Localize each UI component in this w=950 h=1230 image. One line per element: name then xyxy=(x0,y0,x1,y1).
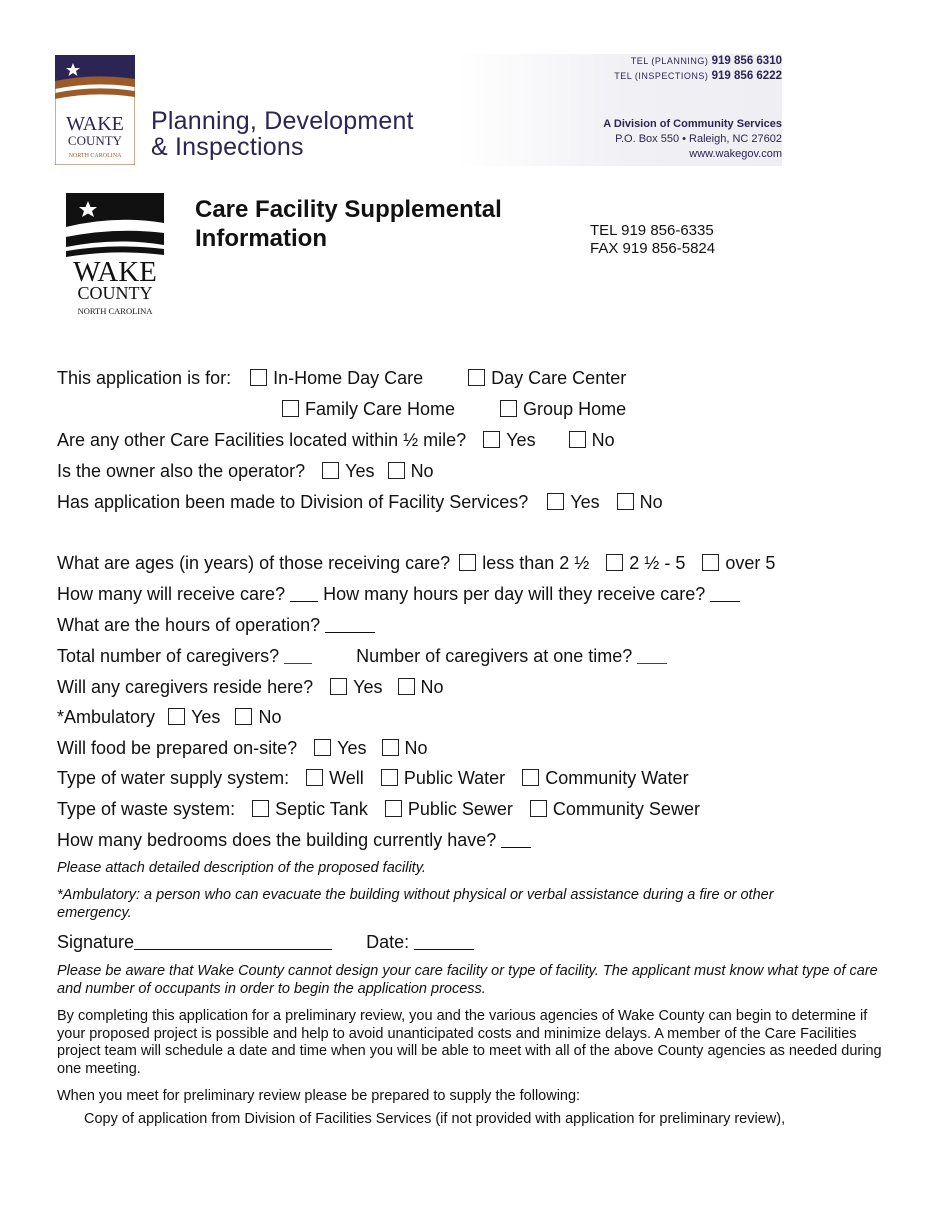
age-over-5-checkbox[interactable] xyxy=(702,554,719,571)
day-care-center-label: Day Care Center xyxy=(491,368,627,388)
department-line-2: & Inspections xyxy=(151,133,304,161)
no-label: No xyxy=(258,707,282,727)
tel-inspections-label: TEL (INSPECTIONS) xyxy=(614,71,709,81)
application-for-row xyxy=(57,367,626,389)
water-community-checkbox[interactable] xyxy=(522,769,539,786)
owner-operator-label: Is the owner also the operator? xyxy=(57,461,306,481)
food-yes-checkbox[interactable] xyxy=(314,739,331,756)
division-application-yes-checkbox[interactable] xyxy=(547,493,564,510)
department-name xyxy=(151,108,414,160)
signature-line[interactable] xyxy=(134,933,332,950)
reside-label: Will any caregivers reside here? xyxy=(57,677,314,697)
no-label: No xyxy=(639,492,663,512)
waste-public-sewer-label: Public Sewer xyxy=(407,799,513,819)
ambulatory-row xyxy=(57,706,281,728)
contact-numbers xyxy=(590,222,715,258)
age-2-half-to-5-checkbox[interactable] xyxy=(606,554,623,571)
tel-planning-number: 919 856 6310 xyxy=(711,55,782,67)
how-many-blank[interactable] xyxy=(290,585,318,602)
bedrooms-row xyxy=(57,829,531,851)
ages-row xyxy=(57,552,775,574)
reside-no-checkbox[interactable] xyxy=(398,678,415,695)
waste-label: Type of waste system: xyxy=(57,799,236,819)
ages-label: What are ages (in years) of those receiving care? xyxy=(57,553,451,573)
ambulatory-definition: *Ambulatory: a person who can evacuate the building without physical or verbal assistance during a fire or other emergency. xyxy=(57,887,774,921)
food-row xyxy=(57,737,428,759)
prepare-paragraph: When you meet for preliminary review please be prepared to supply the following: xyxy=(57,1088,581,1104)
water-public-label: Public Water xyxy=(403,768,506,788)
fax-number: FAX 919 856-5824 xyxy=(590,240,716,257)
in-home-day-care-checkbox[interactable] xyxy=(250,369,267,386)
hours-operation-row xyxy=(57,614,375,636)
tel-number: TEL 919 856-6335 xyxy=(590,222,714,239)
mailing-address: P.O. Box 550 • Raleigh, NC 27602 xyxy=(615,133,782,145)
completing-paragraph: By completing this application for a preliminary review, you and the various agencies of Wake County can begin to determine if your proposed project is possible and help to avoid unanticipated costs and minimize delays. A member of the Care Facilities project team will schedule a date and time when you will be able to meet with all of the above County agencies as needed during one meeting. xyxy=(57,1008,882,1077)
division-application-row xyxy=(57,491,663,513)
age-less-than-2-half-label: less than 2 ½ xyxy=(482,553,590,573)
ambulatory-yes-checkbox[interactable] xyxy=(168,708,185,725)
in-home-day-care-label: In-Home Day Care xyxy=(273,368,424,388)
attach-note: Please attach detailed description of the proposed facility. xyxy=(57,860,426,876)
hours-operation-label: What are the hours of operation? xyxy=(57,615,321,635)
caregivers-at-once-blank[interactable] xyxy=(637,647,667,664)
date-line[interactable] xyxy=(414,933,474,950)
signature-row xyxy=(57,931,474,953)
yes-label: Yes xyxy=(570,492,600,512)
bedrooms-blank[interactable] xyxy=(501,831,531,848)
aware-note: Please be aware that Wake County cannot design your care facility or type of facility. The applicant must know what type of care and number of occupants in order to begin the application process. xyxy=(57,963,878,997)
division-application-label: Has application been made to Division of Facility Services? xyxy=(57,492,529,512)
yes-label: Yes xyxy=(337,738,367,758)
yes-label: Yes xyxy=(506,430,536,450)
division-address xyxy=(603,117,782,162)
water-row xyxy=(57,767,689,789)
water-public-checkbox[interactable] xyxy=(381,769,398,786)
logo1-county: COUNTY xyxy=(67,133,123,148)
ambulatory-no-checkbox[interactable] xyxy=(235,708,252,725)
water-label: Type of water supply system: xyxy=(57,768,290,788)
no-label: No xyxy=(420,677,444,697)
total-caregivers-label: Total number of caregivers? xyxy=(57,646,280,666)
tel-inspections-number: 919 856 6222 xyxy=(711,70,782,82)
waste-septic-label: Septic Tank xyxy=(275,799,368,819)
signature-label: Signature xyxy=(57,932,135,952)
logo2-county: COUNTY xyxy=(77,283,153,303)
waste-public-sewer-checkbox[interactable] xyxy=(385,800,402,817)
age-2-half-to-5-label: 2 ½ - 5 xyxy=(629,553,686,573)
website: www.wakegov.com xyxy=(689,148,782,160)
logo2-state: NORTH CAROLINA xyxy=(77,306,153,316)
waste-septic-checkbox[interactable] xyxy=(252,800,269,817)
yes-label: Yes xyxy=(345,461,375,481)
header-phone-numbers xyxy=(614,54,782,84)
date-label: Date: xyxy=(366,932,410,952)
owner-operator-no-checkbox[interactable] xyxy=(388,462,405,479)
day-care-center-checkbox[interactable] xyxy=(468,369,485,386)
tel-planning-label: TEL (PLANNING) xyxy=(630,56,709,66)
reside-row xyxy=(57,676,444,698)
wake-county-logo xyxy=(55,55,135,165)
water-well-checkbox[interactable] xyxy=(306,769,323,786)
caregivers-row xyxy=(57,645,667,667)
title-line-1: Care Facility Supplemental xyxy=(195,196,502,223)
food-no-checkbox[interactable] xyxy=(382,739,399,756)
food-label: Will food be prepared on-site? xyxy=(57,738,298,758)
family-care-home-label: Family Care Home xyxy=(305,399,456,419)
application-for-label: This application is for: xyxy=(57,368,232,388)
water-community-label: Community Water xyxy=(545,768,689,788)
logo2-wake: WAKE xyxy=(73,256,157,288)
no-label: No xyxy=(404,738,428,758)
group-home-label: Group Home xyxy=(523,399,627,419)
hours-per-day-blank[interactable] xyxy=(710,585,740,602)
how-many-row xyxy=(57,583,740,605)
department-line-1: Planning, Development xyxy=(151,107,414,135)
waste-row xyxy=(57,798,700,820)
division-application-no-checkbox[interactable] xyxy=(617,493,634,510)
reside-yes-checkbox[interactable] xyxy=(330,678,347,695)
bedrooms-label: How many bedrooms does the building currently have? xyxy=(57,830,497,850)
hours-operation-blank[interactable] xyxy=(325,616,375,633)
age-over-5-label: over 5 xyxy=(725,553,776,573)
family-care-home-checkbox[interactable] xyxy=(282,400,299,417)
logo1-wake: WAKE xyxy=(66,113,124,135)
wake-county-logo-small xyxy=(66,193,164,317)
no-label: No xyxy=(410,461,434,481)
no-label: No xyxy=(591,430,615,450)
waste-community-sewer-checkbox[interactable] xyxy=(530,800,547,817)
yes-label: Yes xyxy=(191,707,221,727)
yes-label: Yes xyxy=(353,677,383,697)
owner-operator-yes-checkbox[interactable] xyxy=(322,462,339,479)
title-line-2: Information xyxy=(195,225,327,252)
other-facilities-label: Are any other Care Facilities located within ½ mile? xyxy=(57,430,467,450)
waste-community-sewer-label: Community Sewer xyxy=(552,799,700,819)
caregivers-at-once-label: Number of caregivers at one time? xyxy=(356,646,633,666)
how-many-label: How many will receive care? xyxy=(57,584,286,604)
logo1-state: NORTH CAROLINA xyxy=(68,153,122,159)
water-well-label: Well xyxy=(329,768,364,788)
group-home-checkbox[interactable] xyxy=(500,400,517,417)
owner-operator-row xyxy=(57,460,434,482)
page-title xyxy=(195,195,502,253)
copy-item: Copy of application from Division of Facilities Services (if not provided with application for preliminary review), xyxy=(84,1111,786,1127)
application-for-row-2 xyxy=(282,398,626,420)
age-less-than-2-half-checkbox[interactable] xyxy=(459,554,476,571)
hours-per-day-label: How many hours per day will they receive care? xyxy=(323,584,706,604)
total-caregivers-blank[interactable] xyxy=(284,647,312,664)
other-facilities-yes-checkbox[interactable] xyxy=(483,431,500,448)
other-facilities-row xyxy=(57,429,615,451)
ambulatory-label: *Ambulatory xyxy=(57,707,156,727)
division-name: A Division of Community Services xyxy=(603,118,782,130)
other-facilities-no-checkbox[interactable] xyxy=(569,431,586,448)
